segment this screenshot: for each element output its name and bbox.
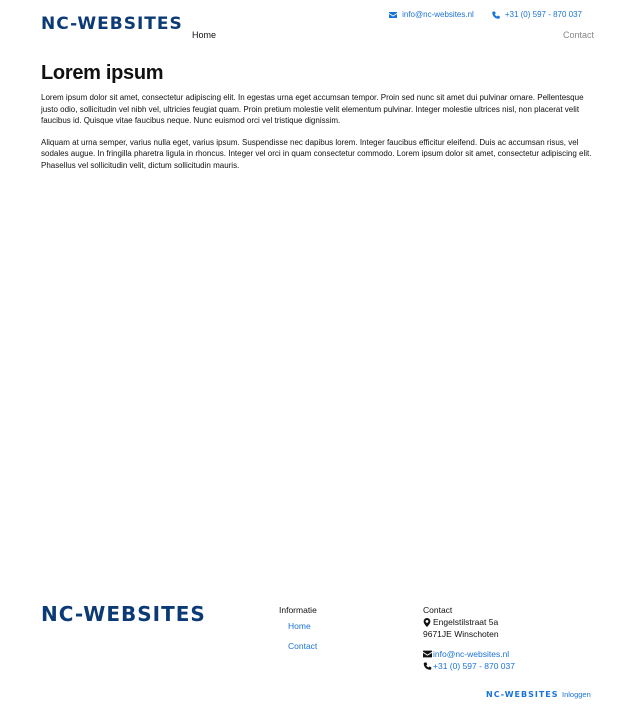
footer-phone-text: +31 (0) 597 - 870 037 [433,661,515,671]
footer-email-text: info@nc-websites.nl [433,649,510,659]
footer-link-home[interactable]: Home [288,621,311,631]
address-line-1: Engelstilstraat 5a [433,617,499,627]
paragraph-2: Aliquam at urna semper, varius nulla eget, varius ipsum. Suspendisse nec dapibus lorem. Integer faucibus efficitur eleifend. Duis ac accumsan risus, vel sodales augue. In fringilla pharetra ligula in rhoncus. Integer vel orci in quam consectetur commodo. Lorem ipsum dolor sit amet, consectetur adipiscing elit. Phasellus vel sollicitudin velit, dictum sollicitudin mauris. [41,137,592,170]
footer-link-contact[interactable]: Contact [288,641,318,651]
footer-phone-link[interactable] [423,661,515,671]
page-title: Lorem ipsum [41,62,164,84]
envelope-icon [423,650,432,658]
address-line-2: 9671JE Winschoten [423,629,499,639]
main-content [41,62,597,182]
header-logo[interactable]: NC-WEBSITES [41,14,183,34]
header-phone-link[interactable] [492,10,582,19]
header-email-link[interactable] [389,10,474,19]
envelope-icon [389,11,397,19]
header-contact-bar [389,10,582,19]
map-marker-icon [423,618,431,627]
header-phone-text: +31 (0) 597 - 870 037 [504,10,582,19]
nav-contact[interactable]: Contact [562,30,594,40]
footer-info-title: Informatie [279,605,317,615]
paragraph-1: Lorem ipsum dolor sit amet, consectetur adipiscing elit. In egestas urna eget accumsan tempor. Proin sed nunc sit amet dui pulvinar ornare. Pellentesque justo odio, sollicitudin vel nibh vel, ultricies feugiat quam. Proin pretium molestie velit elementum pulvinar. Integer molestie ultrices nisl, non placerat velit faucibus id. Quisque vitae faucibus neque. Nunc euismod orci vel tristique dignissim. [41,93,584,126]
phone-icon [423,662,432,670]
nav-home[interactable]: Home [192,30,217,40]
footer-address-street [423,617,498,627]
login-link[interactable]: Inloggen [562,690,591,699]
footer-email-link[interactable] [423,649,509,659]
footer-logo[interactable]: NC-WEBSITES [41,602,206,626]
bottom-logo[interactable]: NC-WEBSITES [486,690,559,699]
phone-icon [492,11,500,19]
footer-contact-title: Contact [423,605,453,615]
header-email-text: info@nc-websites.nl [402,10,474,19]
